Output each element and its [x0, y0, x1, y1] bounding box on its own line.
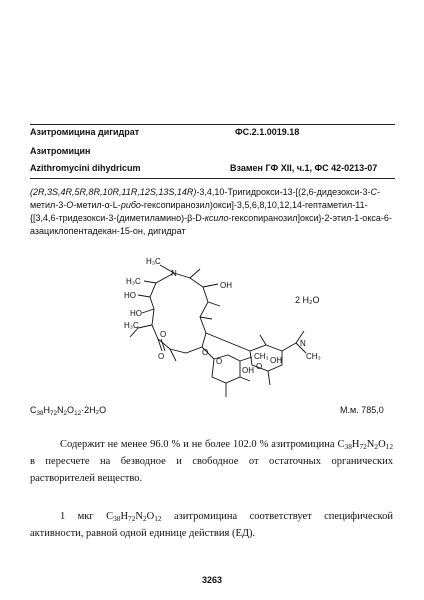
chemical-name: (2R,3S,4R,5R,8R,10R,11R,12S,13S,14R)-3,4,10-Тригидрокси-13-[(2,6-дидезокси-3-С-метил-3-О-метил-α-L-рибо-гексопиранозил)окси]-3,5,6,8,10,12,14-гептаметил-11-{[3,4,6-тридезокси-3-(диметиламино)-β-D-ксило-гексопиранозил]окси}-2-этил-1-окса-6-азациклопентадекан-15-он, дигидрат: [30, 187, 392, 236]
molecular-formula: $C_{38}H_{72}N_2O_{12}\cdot 2H_2O$: [30, 405, 107, 417]
label-hydrate: 2 H₂O: [295, 295, 320, 305]
label-h3c-n: H₃C: [146, 257, 161, 266]
label-n-ring: N: [171, 269, 177, 278]
monograph-name-latin: Azithromycini dihydricum: [30, 163, 141, 173]
monograph-title: Азитромицина дигидрат: [30, 127, 140, 137]
label-n-amine: N: [300, 339, 306, 348]
label-oh-1: OH: [220, 281, 232, 290]
label-och3: CH₃: [254, 352, 269, 361]
label-ho-2: HO: [130, 309, 142, 318]
label-oh-2: OH: [242, 366, 254, 375]
monograph-name-ru: Азитромицин: [30, 146, 91, 156]
activity-paragraph: 1 мкг $C_{38}H_{72}N_2O_{12}$ азитромицина соответствует специфической активности, равной одной единице действия (ЕД).: [30, 511, 393, 539]
label-oh-3: OH: [270, 356, 282, 365]
label-h3c-2: H₃C: [124, 321, 139, 330]
stereo-config: (2R,3S,4R,5R,8R,10R,11R,12S,13S,14R): [30, 187, 197, 197]
bottom-rule: [30, 178, 395, 179]
label-o-ring: O: [160, 330, 167, 339]
label-o-sugar-2: O: [256, 362, 263, 371]
label-ch3-amine: CH₃: [306, 352, 321, 361]
replaces-note: Взамен ГФ XII, ч.1, ФС 42-0213-07: [230, 163, 378, 173]
top-rule: [30, 124, 395, 125]
label-o-glyco: O: [202, 348, 209, 357]
page-number: 3263: [201, 575, 223, 585]
content-paragraph: Содержит не менее 96.0 % и не более 102.0 % азитромицина $C_{38}H_{72}N_2O_{12}$ в пересчете на безводное и свободное от остаточных органических растворителей вещество.: [30, 439, 393, 484]
label-o-sugar-1: O: [216, 357, 223, 366]
monograph-code: ФС.2.1.0019.18: [235, 127, 300, 137]
molar-mass: М.м. 785,0: [340, 405, 384, 415]
label-h3c-1: H₃C: [126, 277, 141, 286]
label-o-carbonyl: O: [158, 352, 165, 361]
label-ho-1: HO: [124, 291, 136, 300]
structural-formula: [120, 251, 340, 399]
